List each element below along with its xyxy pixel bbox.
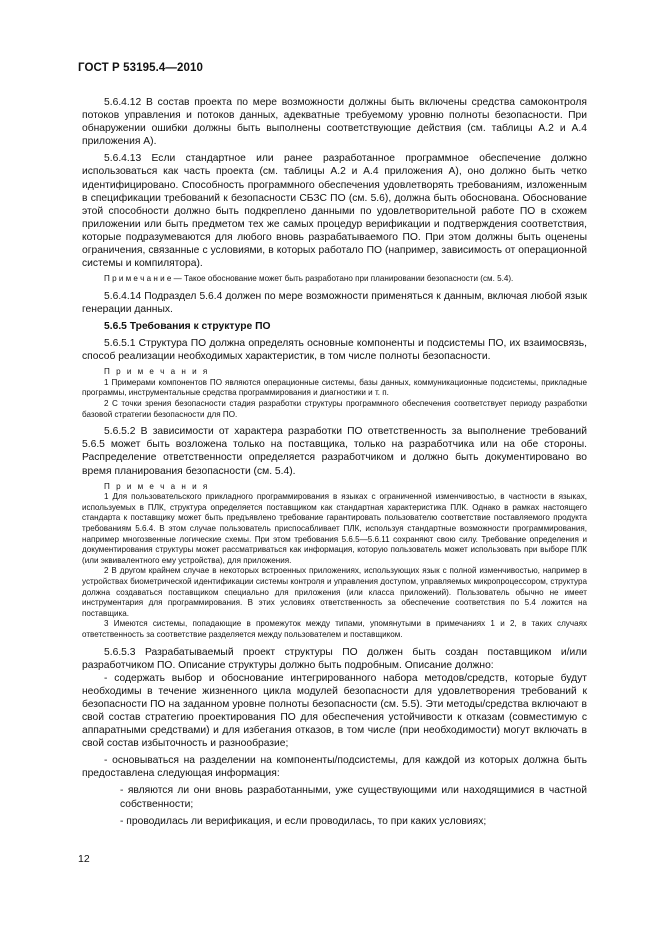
paragraph-5-6-5-2: 5.6.5.2 В зависимости от характера разработки ПО ответственность за выполнение требований 5.6.5 может быть возложена только на поставщика, только на разработчика или на обе стороны. Распределение ответственности определяется разработчиком и должно быть документировано во время планирования безопасности (см. 5.4). <box>82 426 587 477</box>
paragraph-5-6-4-13: 5.6.4.13 Если стандартное или ранее разработанное программное обеспечение должно использоваться как часть проекта (см. таблицы А.2 и А.4 приложения А), оно должно быть четко идентифицировано. Способность программного обеспечения удовлетворять требованиям, изложенным в спецификации требований к безопасности СБЗС ПО (см. 5.6), должна быть обоснована. Обоснование этой способности должно быть подкреплено данными по удовлетворительной работе ПО в схожем приложении или быть предметом тех же самых процедур верификации и подтверждения соответствия, которые подразумеваются для любого вновь разрабатываемого ПО. При этом должны быть оценены ограничения, связанные с условиями, в которых работало ПО (например, зависимость от операционной системы и компилятора). <box>82 153 587 270</box>
list-item: - содержать выбор и обоснование интегрированного набора методов/средств, которые будут необходимы в течение жизненного цикла модулей безопасности для удовлетворения требований к безопасности ПО на заданном уровне полноты безопасности (см. 5.5). Эти методы/средства включают в свой состав стратегию проектирования ПО для обеспечения устойчивости к отказам (совместимую с аппаратными средствами) и для избегания отказов, в том числе (при необходимости) могут включать в свой состав избыточность и разнообразие; <box>82 672 587 750</box>
page-number: 12 <box>78 853 90 865</box>
note-item: 1 Примерами компонентов ПО являются операционные системы, базы данных, коммуникационные подсистемы, прикладные программы, инструментальные средства программирования и диагностики и т. п. <box>82 377 587 398</box>
notes-5-6-5-2 <box>82 482 587 641</box>
note-item: 1 Для пользовательского прикладного программирования в языках с ограниченной изменчивостью, в частности в языках, используемых в ПЛК, структура определяется поставщиком как стандартная характеристика ПЛК. Однако в рамках настоящего стандарта к поставщику может быть предъявлено требование гарантировать пользователю соответствие поставляемого продукта требованиям 5.6.4. В этом случае пользователь приспосабливает ПЛК, используя стандартные возможности программирования, например многозвенные логические схемы. При этом требования 5.6.5—5.6.11 сохраняют свою силу. Требование определения и документирования структуры может рассматриваться как информация, которую пользователь может использовать при выборе ПЛК (или эквивалентного ему устройства), для приложения. <box>82 492 587 565</box>
notes-title: П р и м е ч а н и я <box>104 367 210 377</box>
paragraph-5-6-5-3: 5.6.5.3 Разрабатываемый проект структуры ПО должен быть создан поставщиком и/или разработчиком ПО. Описание структуры должно быть подробным. Описание должно: <box>82 646 587 671</box>
note-item: 3 Имеются системы, попадающие в промежуток между типами, упомянутыми в примечаниях 1 и 2, в таких случаях ответственность за соответствие разделяется между пользователем и поставщиком. <box>82 619 587 639</box>
document-header: ГОСТ Р 53195.4—2010 <box>78 62 203 74</box>
paragraph-5-6-5-1: 5.6.5.1 Структура ПО должна определять основные компоненты и подсистемы ПО, их взаимосвязь, способ реализации необходимых характеристик, в том числе полноты безопасности. <box>82 338 587 363</box>
note-item: 2 С точки зрения безопасности стадия разработки структуры программного обеспечения соответствует периоду разработки базовой стратегии безопасности для ПО. <box>82 399 587 419</box>
paragraph-5-6-4-12: 5.6.4.12 В состав проекта по мере возможности должны быть включены средства самоконтроля потоков управления и потоков данных, адекватные требуемому уровню полноты безопасности. При обнаружении ошибки должны быть выполнены соответствующие действия (см. таблицы А.2 и А.4 приложения А). <box>82 97 587 148</box>
note-text: — Такое обоснование может быть разработано при планировании безопасности (см. 5.4). <box>171 274 514 284</box>
notes-title: П р и м е ч а н и я <box>104 481 210 491</box>
section-heading-5-6-5: 5.6.5 Требования к структуре ПО <box>104 321 271 332</box>
note-label: П р и м е ч а н и е <box>104 274 172 284</box>
notes-5-6-5-1 <box>82 367 587 420</box>
note-5-6-4-13 <box>82 274 587 285</box>
sub-list-item: - проводилась ли верификация, и если проводилась, то при каких условиях; <box>120 815 487 827</box>
paragraph-5-6-4-14: 5.6.4.14 Подраздел 5.6.4 должен по мере возможности применяться к данным, включая любой язык генерации данных. <box>82 290 587 315</box>
document-body <box>82 96 587 832</box>
list-item: - основываться на разделении на компоненты/подсистемы, для каждой из которых должна быть предоставлена следующая информация: <box>82 755 587 780</box>
sub-list-item: - являются ли они вновь разработанными, уже существующими или находящимися в частной собственности; <box>120 785 587 810</box>
note-item: 2 В другом крайнем случае в некоторых встроенных приложениях, использующих язык с полной изменчивостью, например в устройствах биометрической идентификации системы контроля и управления доступом, управляемых микропроцессором, структура должна создаваться поставщиком специально для приложения (или класса приложений). Пользователь обычно не имеет инструментария для программирования. В этих условиях ответственность за обеспечение соответствия по 5.4 ложится на поставщика. <box>82 566 587 618</box>
